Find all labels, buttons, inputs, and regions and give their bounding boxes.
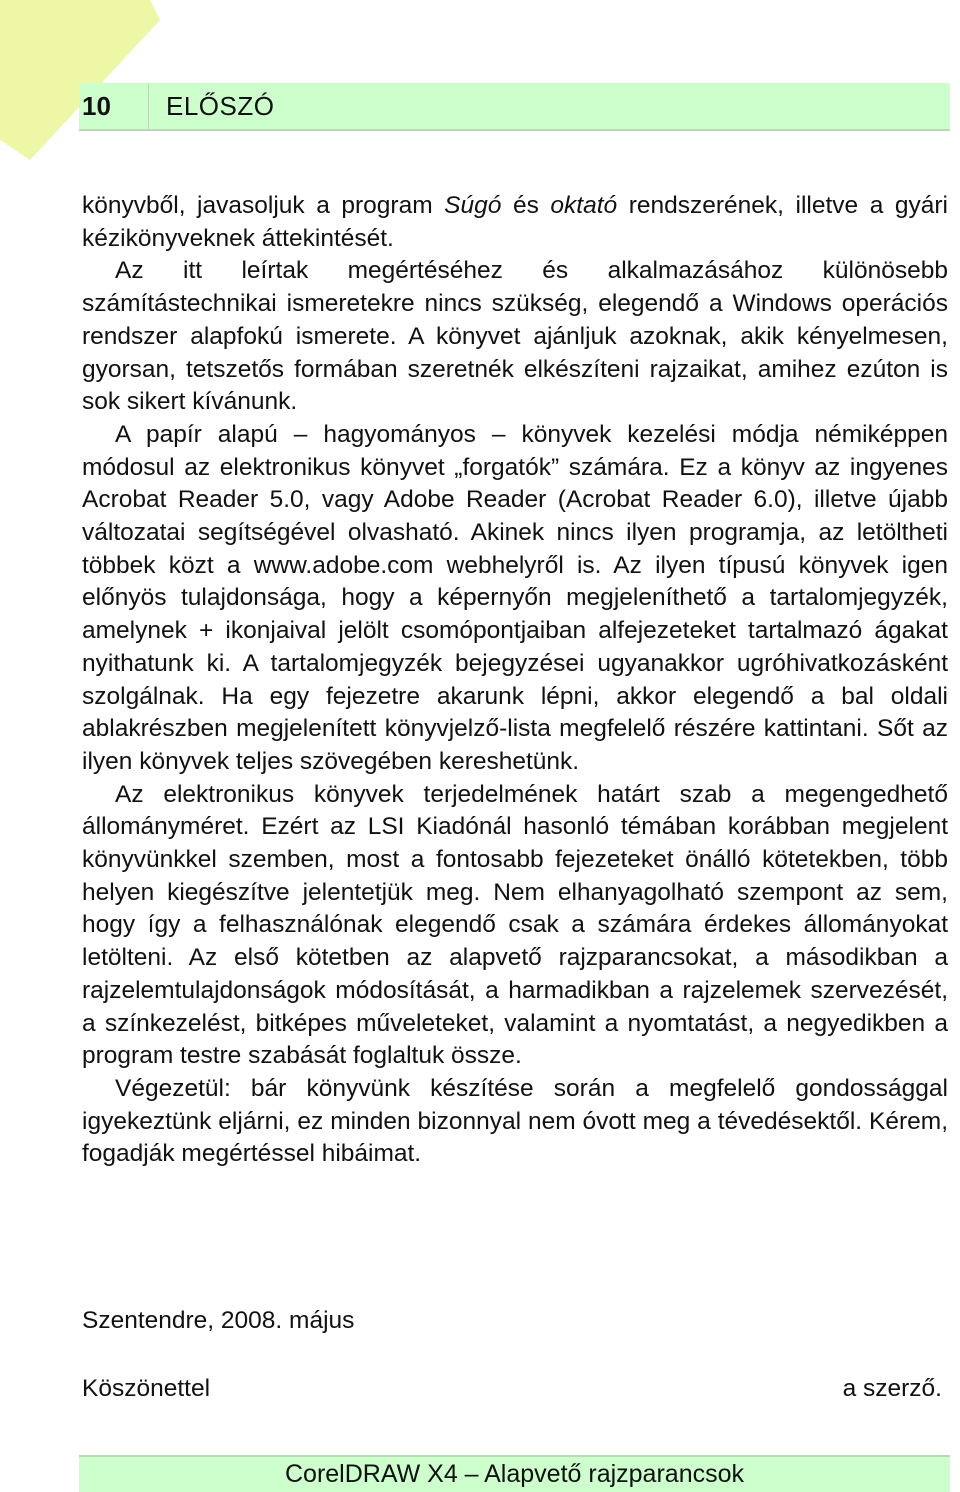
place-date: Szentendre, 2008. május — [82, 1307, 355, 1334]
paragraph-2: Az itt leírtak megértéséhez és alkalmazásához különösebb számítástechnikai ismeretekre nincs szükség, elegendő a Windows operációs rendszer alapfokú ismerete. A könyvet ajánljuk azoknak, akik kényelmesen, gyorsan, tetszetős formában szeretnék elkészíteni rajzaikat, amihez ezúton is sok sikert kívánunk. — [82, 257, 948, 416]
paragraph-3: A papír alapú – hagyományos – könyvek kezelési módja némiképpen módosul az elektronikus könyvet „forgatók” számára. Ez a könyv az ingyenes Acrobat Reader 5.0, vagy Adobe Reader (Acrobat Reader 6.0), illetve újabb változatai segítségével olvasható. Akinek nincs ilyen programja, az letöltheti többek közt a www.adobe.com webhelyről is. Az ilyen típusú könyvek igen előnyös tulajdonsága, hogy a képernyőn megjeleníthető a tartalomjegyzék, amelynek + ikonjaival jelölt csomópontjaiban alfejezeteket tartalmazó ágakat nyithatunk ki. A tartalomjegyzék bejegyzései ugyanakkor ugróhivatkozásként szolgálnak. Ha egy fejezetre akarunk lépni, akkor elegendő a bal oldali ablakrészben megjelenített könyvjelző-lista megfelelő részére kattintani. Sőt az ilyen könyvek teljes szövegében kereshetünk. — [82, 420, 948, 775]
paragraph-4: Az elektronikus könyvek terjedelmének határt szab a megengedhető állományméret. Ezért az LSI Kiadónál hasonló témában korábban megjelent könyvünkkel szemben, most a fontosabb fejezeteket önálló kötetekben, több helyen kiegészítve jelentetjük meg. Nem elhanyagolható szempont az sem, hogy így a felhasználónak elegendő csak a számára érdekes állományokat letölteni. Az első kötetben az alapvető rajzparancsokat, a másodikban a rajzelemtulajdonságok módosítását, a harmadikban a rajzelemek szervezését, a színkezelést, bitképes műveleteket, valamint a nyomtatást, a negyedikben a program testre szabását foglaltuk össze. — [82, 780, 948, 1070]
header-divider — [148, 83, 149, 129]
paragraph-1-text-a: könyvből, javasoljuk a program — [82, 192, 445, 219]
paragraph-5: Végezetül: bár könyvünk készítése során a megfelelő gondossággal igyekeztünk eljárni, ez minden bizonnyal nem óvott meg a tévedésektől. Kérem, fogadják megértéssel hibáimat. — [82, 1074, 948, 1168]
paragraph-1-emphasis-sugo: Súgó — [444, 192, 502, 219]
chapter-title: ELŐSZÓ — [166, 91, 275, 121]
paragraph-1-text-c: rendszerének, illetve a gyári kézikönyveknek áttekintését. — [82, 192, 948, 252]
body-text — [82, 190, 948, 1171]
footer-title: CorelDRAW X4 – Alapvető rajzparancsok — [285, 1460, 744, 1488]
page-number: 10 — [82, 91, 111, 121]
closing-author: a szerző. — [842, 1375, 942, 1402]
paragraph-1-text-b: és — [501, 192, 551, 219]
paragraph-1-emphasis-oktato: oktató — [550, 192, 618, 219]
paragraph-1 — [82, 190, 948, 255]
closing-thanks: Köszönettel — [82, 1375, 211, 1402]
